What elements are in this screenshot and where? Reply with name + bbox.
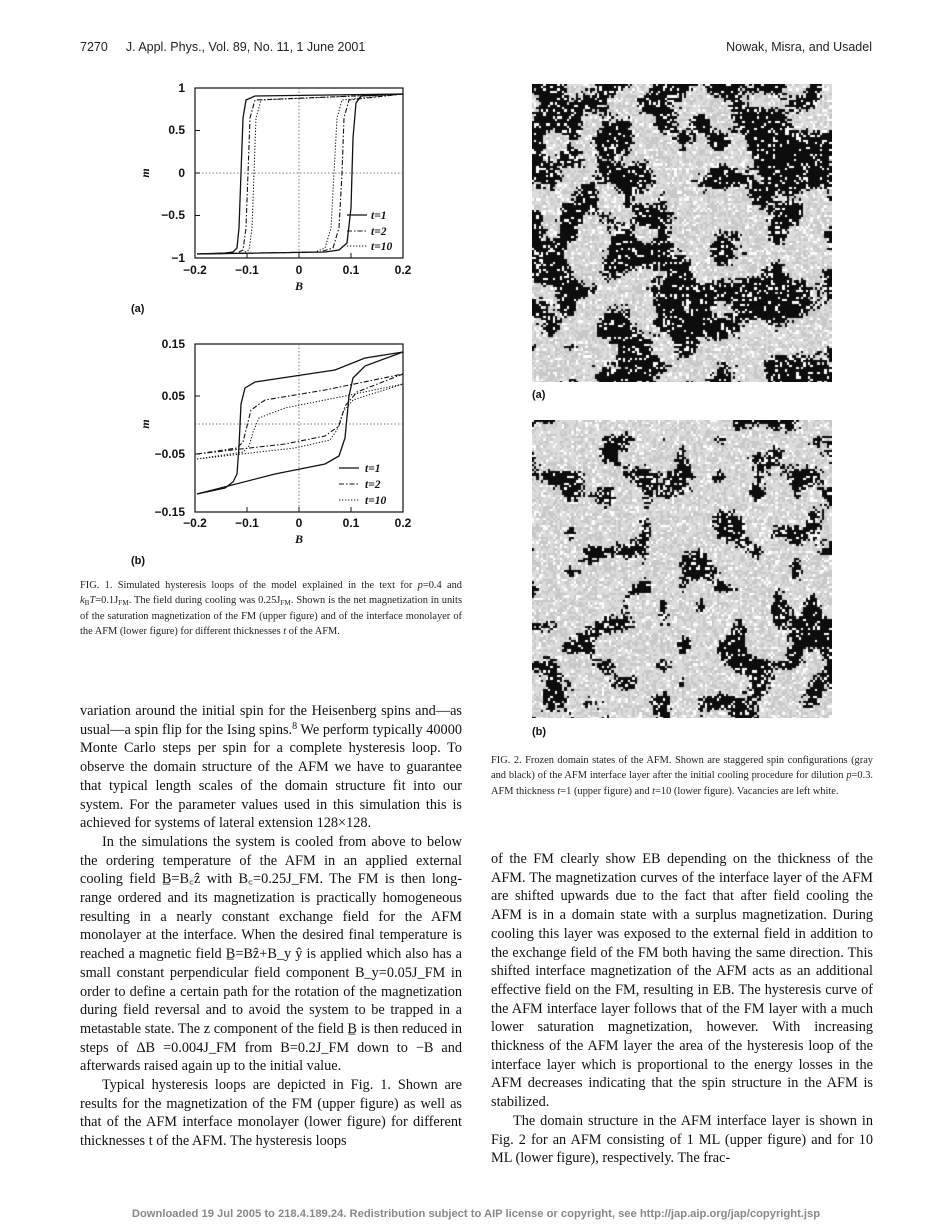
hysteresis-plot-fm: [125, 78, 425, 318]
paragraph: of the FM clearly show EB depending on the thickness of the AFM. The magnetization curves of the interface layer of the AFM are shifted upwards due to the fact that after field cooling the AFM is in a domain state with a surplus magnetization. During cooling this layer was exposed to the external field in addition to the exchange field of the FM both having the same direction. This shifted interface magnetization of the AFM acts as an additional effective field on the FM, resulting in EB. The hysteresis curve of the AFM interface layer follows that of the FM layer with a much lower saturation magnetization, however. With increasing thickness of the AFM layer the area of the hysteresis loop of the interface layer which is proportional to the energy losses in the AFM decreases indicating that the spin structure in the AFM is stabilized.: [491, 851, 873, 1111]
curve-t2-ascending: [197, 374, 403, 454]
xtick-label: 0.1: [342, 263, 360, 277]
curve-t10-descending: [197, 384, 403, 459]
paragraph: Typical hysteresis loops are depicted in Fig. 1. Shown are results for the magnetization of the FM (upper figure) as well as that of the AFM interface monolayer (lower figure) for different thicknesses t of the AFM. The hysteresis loops: [80, 1077, 462, 1150]
domain-texture: [532, 420, 832, 718]
paragraph: In the simulations the system is cooled from above to below the ordering temperature of the AFM in an applied external cooling field B̲=B꜀ẑ with B꜀=0.25J_FM. The FM is then long-range ordered and its magnetization is practically homogeneous resulting in a nearly constant exchange field for the AFM monolayer at the interface. When the desired final temperature is reached a magnetic field B̲=Bẑ+B_y ŷ is applied which also has a small constant perpendicular field component B_y=0.05J_FM in order to define a certain path for the rotation of the magnetization during field reversal and to avoid the system to be trapped in a metastable state. The z component of the field B̲ is then reduced in steps of ΔB =0.004J_FM from B=0.2J_FM down to −B and afterwards raised again up to the initial value.: [80, 833, 462, 1075]
xtick-label: −0.1: [235, 263, 259, 277]
legend-entry: t=1: [365, 463, 381, 475]
legend-entry: t=10: [365, 495, 387, 507]
y-axis-label: m: [138, 419, 152, 429]
panel-label-a: (a): [131, 303, 145, 315]
xtick-label: −0.2: [183, 516, 207, 530]
ytick-label: 0: [178, 166, 185, 180]
legend-entry: t=2: [365, 479, 381, 491]
panel-label-a: (a): [532, 389, 546, 401]
legend: [339, 463, 386, 507]
xtick-label: −0.2: [183, 263, 207, 277]
reference-superscript: 8: [292, 720, 298, 732]
domain-state-image-t1: [532, 84, 832, 382]
domain-state-image-t10: [532, 420, 832, 718]
ytick-label: 0.05: [161, 389, 185, 403]
xtick-label: 0: [295, 516, 303, 530]
paragraph: variation around the initial spin for the Heisenberg spins and—as usual—a spin flip for the Ising spins.$^8$ We perform typically 40000 Monte Carlo steps per spin for a complete hysteresis loop. To observe the domain structure of the AFM we have to guarantee that typical length scales of the domain structure fit into our system. For the parameter values used in this simulation this is achieved for systems of lateral extension 128×128.: [80, 703, 462, 832]
ytick-label: −0.15: [154, 505, 185, 519]
y-axis-label: m: [138, 168, 152, 178]
xtick-label: 0.2: [394, 516, 412, 530]
panel-label-b: (b): [532, 726, 547, 738]
ytick-label: −0.05: [154, 447, 185, 461]
x-axis-label: B: [294, 532, 304, 546]
ytick-label: −0.5: [161, 208, 185, 222]
figure1-panel-a: [125, 78, 425, 318]
left-column-text: [80, 702, 462, 1151]
legend: [347, 210, 392, 253]
hysteresis-plot-afm-interface: [125, 326, 425, 574]
download-footer: Downloaded 19 Jul 2005 to 218.4.189.24. Redistribution subject to AIP license or copyright, see http://jap.aip.org/jap/copyright.jsp: [131, 1208, 821, 1220]
figure2-caption: FIG. 2. Frozen domain states of the AFM. Shown are staggered spin configurations (gray and black) of the AFM interface layer after the initial cooling procedure for dilution p=0.3. AFM thickness t=1 (upper figure) and t=10 (lower figure). Vacancies are left white.: [491, 755, 873, 797]
legend-entry: t=1: [371, 210, 387, 222]
xtick-label: 0.1: [342, 516, 360, 530]
paragraph: The domain structure in the AFM interface layer is shown in Fig. 2 for an AFM consisting of 1 ML (upper figure) and for 10 ML (lower figure), respectively. The frac-: [491, 1112, 873, 1167]
ytick-label: 1: [178, 81, 185, 95]
figure1-caption: FIG. 1. Simulated hysteresis loops of the model explained in the text for p=0.4 and $k_BT=0.1J_{FM}$. The field during cooling was $0.25J_{FM}$. Shown is the net magnetization in units of the saturation magnetization of the FM (upper figure) and of the interface monolayer of the AFM (lower figure) for different thicknesses t of the AFM.: [80, 580, 462, 637]
panel-label-b: (b): [131, 555, 146, 567]
xtick-label: −0.1: [235, 516, 259, 530]
x-axis-label: B: [294, 279, 304, 293]
page-number: 7270: [80, 40, 108, 54]
curve-t10-ascending: [197, 384, 403, 459]
legend-entry: t=10: [371, 241, 393, 253]
ytick-label: 0.15: [161, 337, 185, 351]
legend-entry: t=2: [371, 226, 387, 238]
figure1-panel-b: [125, 326, 425, 574]
running-header-left: [80, 40, 365, 54]
journal-citation: J. Appl. Phys., Vol. 89, No. 11, 1 June 2001: [125, 40, 366, 54]
domain-texture: [532, 84, 832, 382]
right-column-text: [491, 850, 873, 1168]
running-header-authors: Nowak, Misra, and Usadel: [726, 40, 872, 54]
ytick-label: −1: [171, 251, 185, 265]
ytick-label: 0.5: [168, 123, 185, 137]
xtick-label: 0: [295, 263, 303, 277]
xtick-label: 0.2: [394, 263, 412, 277]
